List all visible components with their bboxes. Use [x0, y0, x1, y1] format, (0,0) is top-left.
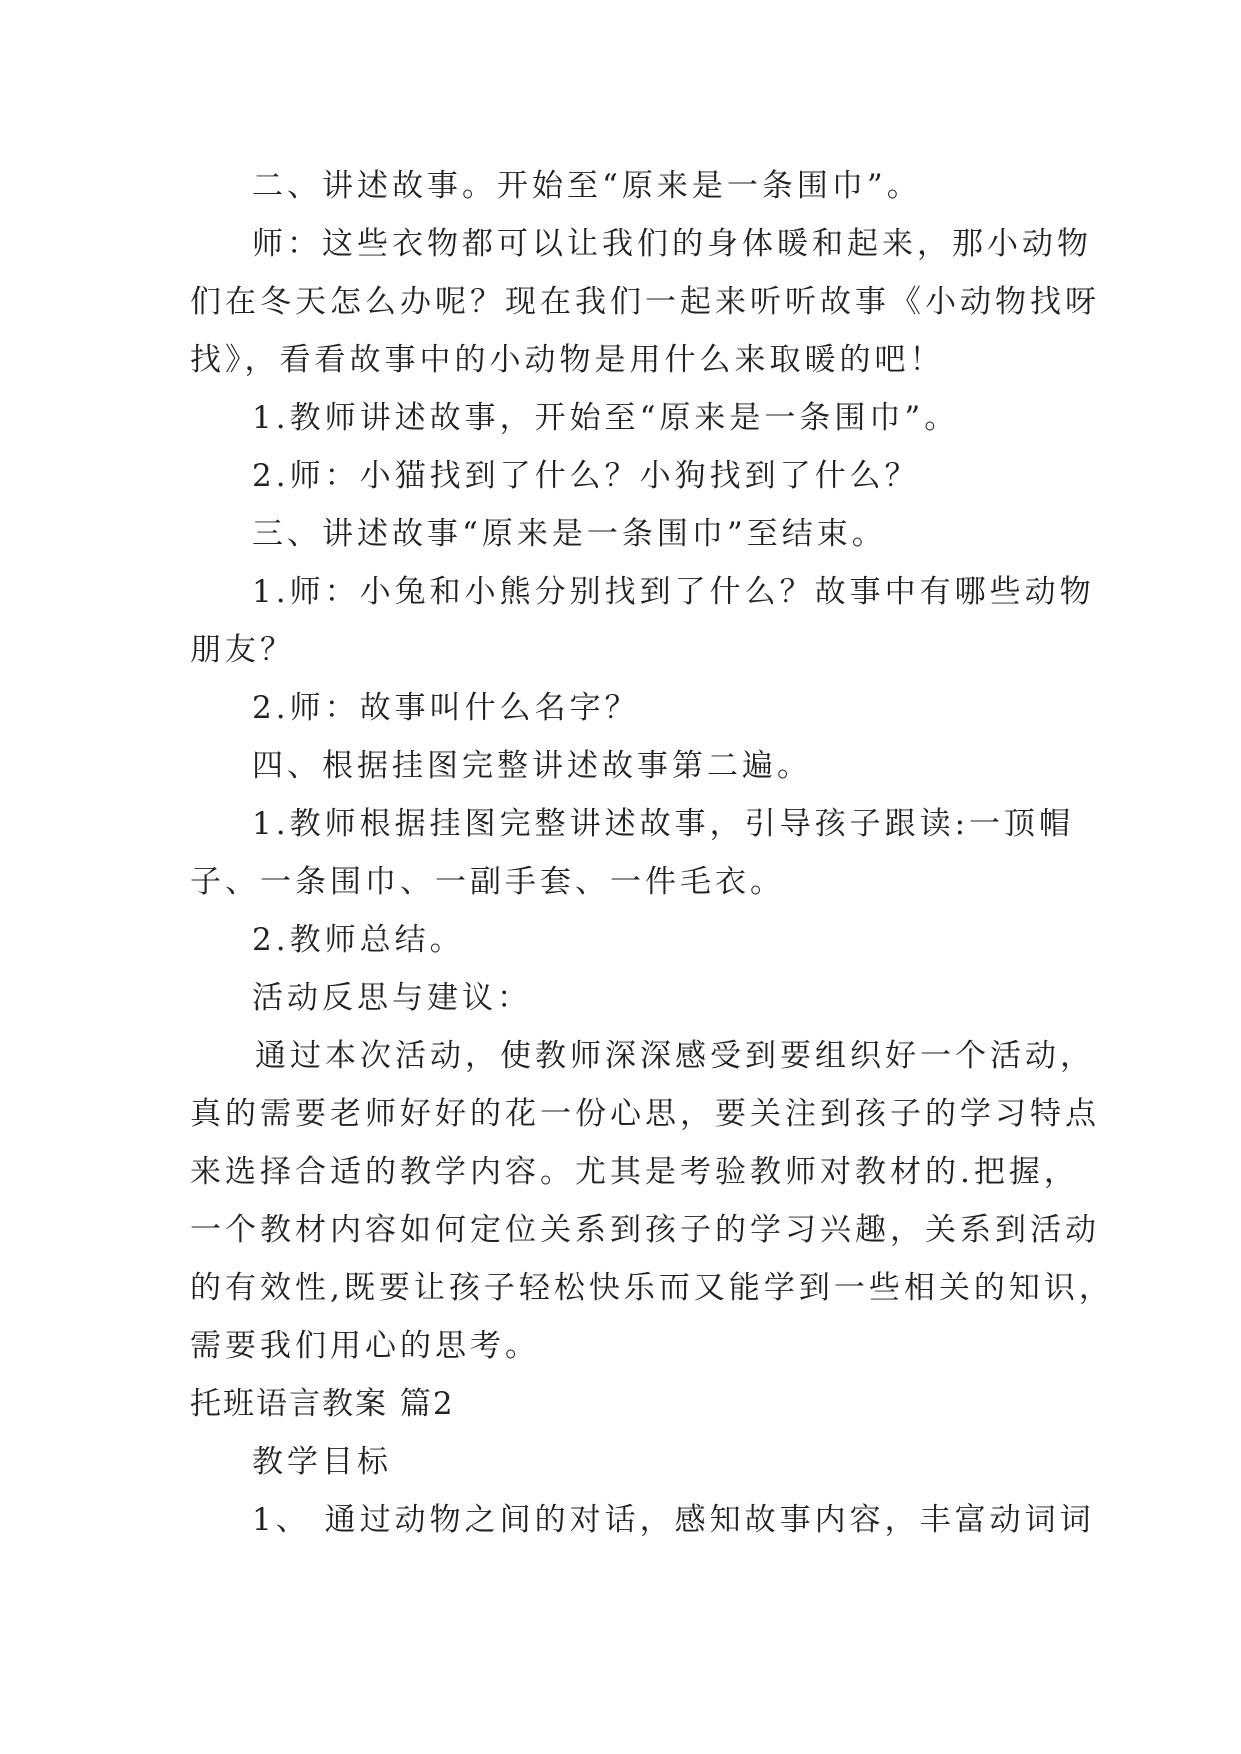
- section-heading-3: 三、讲述故事“原来是一条围巾”至结束。: [252, 516, 887, 552]
- paragraph-line: 师：这些衣物都可以让我们的身体暖和起来，那小动物: [252, 226, 1092, 262]
- lesson-title: 托班语言教案 篇2: [190, 1386, 455, 1422]
- list-item: 1.教师根据挂图完整讲述故事，引导孩子跟读:一顶帽: [252, 806, 1075, 842]
- paragraph-line: 来选择合适的教学内容。尤其是考验教师对教材的.把握，: [190, 1154, 1079, 1190]
- subsection-heading: 教学目标: [252, 1444, 392, 1480]
- list-item: 2.师：故事叫什么名字？: [252, 690, 640, 726]
- section-heading-2: 二、讲述故事。开始至“原来是一条围巾”。: [252, 168, 922, 204]
- list-item: 1.教师讲述故事，开始至“原来是一条围巾”。: [252, 400, 960, 436]
- paragraph-line: 一个教材内容如何定位关系到孩子的学习兴趣，关系到活动: [190, 1212, 1100, 1248]
- reflection-heading: 活动反思与建议：: [252, 980, 532, 1016]
- list-item: 1.师：小兔和小熊分别找到了什么？故事中有哪些动物: [252, 574, 1095, 610]
- paragraph-line: 需要我们用心的思考。: [190, 1328, 540, 1364]
- paragraph-line: 真的需要老师好好的花一份心思，要关注到孩子的学习特点: [190, 1096, 1100, 1132]
- paragraph-line: 的有效性,既要让孩子轻松快乐而又能学到一些相关的知识，: [190, 1270, 1114, 1306]
- list-item: 2.教师总结。: [252, 922, 465, 958]
- paragraph-line: 朋友？: [190, 632, 295, 668]
- paragraph-line: 找》，看看故事中的小动物是用什么来取暖的吧！: [190, 342, 945, 378]
- paragraph-line: 通过本次活动，使教师深深感受到要组织好一个活动，: [255, 1038, 1095, 1074]
- paragraph-line: 们在冬天怎么办呢？现在我们一起来听听故事《小动物找呀: [190, 284, 1100, 320]
- list-item: 2.师：小猫找到了什么？小狗找到了什么？: [252, 458, 920, 494]
- paragraph-line: 子、一条围巾、一副手套、一件毛衣。: [190, 864, 785, 900]
- list-item: 1、 通过动物之间的对话，感知故事内容，丰富动词词: [252, 1502, 1095, 1538]
- section-heading-4: 四、根据挂图完整讲述故事第二遍。: [252, 748, 812, 784]
